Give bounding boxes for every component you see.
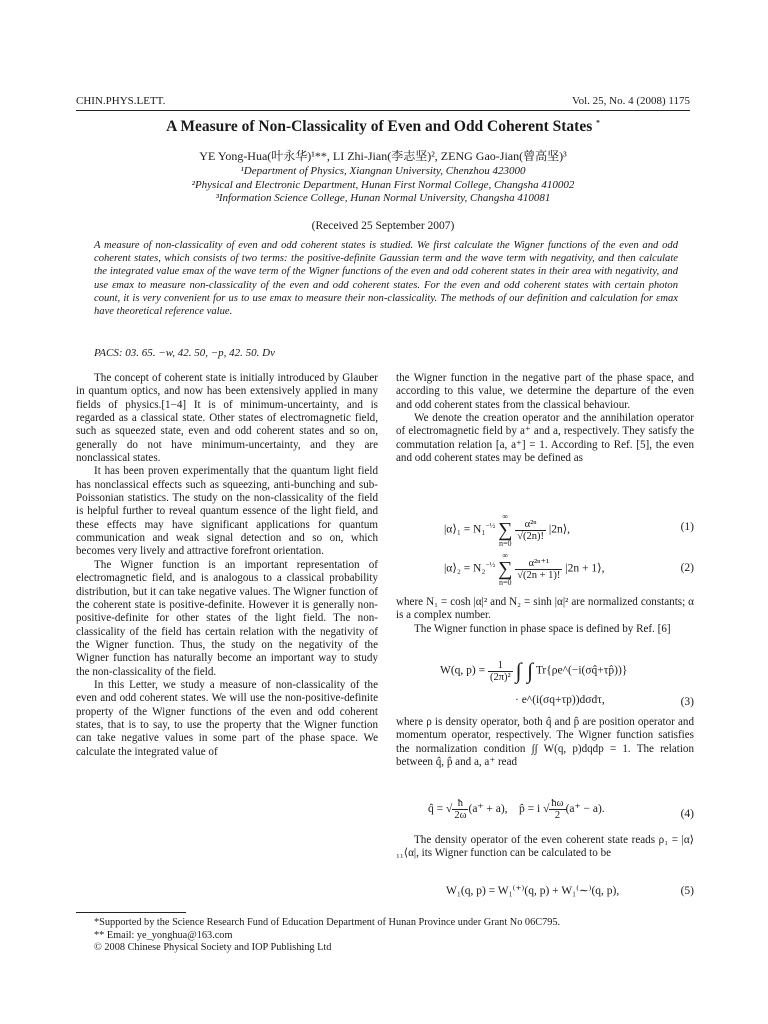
eq1-exponent: −½ [485,520,496,530]
eq1-tail: |2n⟩, [548,523,571,536]
eq2-exponent: −½ [485,559,496,569]
eq4-q-tail: (a⁺ + a), [468,803,508,816]
left-column [76,372,378,759]
right-paragraph-6: The density operator of the even coherent state reads ρ₁ = |α⟩₁₁⟨α|, its Wigner function can be calculated to be [396,834,694,860]
eq4-q-fraction [452,798,468,821]
eq1-fraction [515,519,546,542]
right-block-1 [396,372,694,465]
equation-2 [444,551,604,587]
eq2-numerator: α²ⁿ⁺¹ [515,557,562,570]
left-paragraph-2: It has been proven experimentally that the quantum light field has nonclassical effects such as squeezing, anti-bunching and sub-Poissonian statistics. The study on the non-classicality of the field is helpful further to reveal quantum essence of the light field, and these effects may have significant applications for quantum communication and weak signal detection and so on, which becomes very lively and attractive forefront orientation. [76,465,378,558]
eq4-q-denominator: 2ω [454,810,467,821]
equation-4-number: (4) [680,808,694,820]
eq2-fraction [515,557,562,581]
right-paragraph-2: We denote the creation operator and the annihilation operator of electromagnetic field by a⁺ and a, respectively. They satisfy the commutation relation [a, a⁺] = 1. According to Ref. [5], the even and odd coherent states may be defined as [396,412,694,465]
equation-4 [428,798,605,821]
journal-name: CHIN.PHYS.LETT. [76,95,166,107]
eq4-p-tail: (a⁺ − a). [565,803,605,816]
sigma-symbol: ∑ [498,519,513,541]
footnote-email: ** Email: ye_yonghua@163.com [94,929,233,941]
right-block-3 [396,716,694,769]
abstract: A measure of non-classicality of even and odd coherent states is studied. We first calculate the Wigner functions of the even and odd coherent states, which consists of two terms: the positive-definite Gaussian term and the wave term with negativity, and then calculate the integrated value εmax of the wave term of the Wigner functions of the even and odd coherent states in their area with negativity, and use εmax to measure non-classicality of the even and odd coherent states. For the even and odd coherent states with certain photon count, it is very convenient for us to use εmax to measure their non-classicality. The methods of our definition and calculation for εmax have theoretical reference value. [94,240,678,318]
footnote-funding: *Supported by the Science Research Fund of Education Department of Hunan Province under Grant No 06C795. [94,917,561,928]
right-paragraph-5: where ρ is density operator, both q̂ and p̂ are position operator and momentum operator, respectively. The Wigner function satisfies the normalization condition ∫∫ W(q, p)dqdp = 1. The relation between q̂, p̂ and a, a⁺ read [396,716,694,769]
equation-5: W₁(q, p) = W₁⁽⁺⁾(q, p) + W₁⁽∼⁾(q, p), [446,885,620,897]
eq4-p-denominator: 2 [554,810,561,821]
left-paragraph-4: In this Letter, we study a measure of non-classicality of the even and odd coherent states. We will use the non-positive-definite property of the Wigner functions of the even and odd coherent states, that is to say, to use the property that the Wigner function can take negative values in some part of the phase space. We calculate the integrated value of [76,678,378,758]
right-paragraph-1: the Wigner function in the negative part of the phase space, and according to this value, we determine the departure of the even and odd coherent states from the classical behaviour. [396,372,694,411]
equation-3 [440,658,627,684]
equation-5-number: (5) [680,885,694,897]
right-block-2 [396,596,694,636]
affiliations [76,165,690,206]
double-integral-symbol: ∫ ∫ [515,658,534,683]
equation-1-number: (1) [680,521,694,533]
equation-1 [444,512,570,548]
eq3-tail: Tr{ρe^(−i(σq̂+τp̂))} [535,664,628,677]
eq4-p-fraction [549,798,565,821]
affiliation-3: ³Information Science College, Hunan Normal University, Changsha 410081 [215,192,551,204]
eq1-sum-top: ∞ [502,512,509,521]
sqrt-symbol: √ [543,803,550,816]
eq2-sum [498,551,512,587]
equation-2-number: (2) [680,562,694,574]
right-paragraph-4: The Wigner function in phase space is defined by Ref. [6] [414,622,671,635]
eq4-p-lhs: p̂ = i [519,803,541,816]
eq3-second-line: · e^(i(σq+τp))dσdτ, [515,694,605,706]
eq1-denominator: √(2n)! [517,530,545,542]
pacs-codes: PACS: 03. 65. −w, 42. 50, −p, 42. 50. Dv [94,347,275,359]
footnote-rule [76,912,186,913]
eq3-numerator: 1 [488,660,513,672]
paper-title-text: A Measure of Non-Classicality of Even and Odd Coherent States [166,118,597,136]
eq4-q-numerator: ħ [452,798,468,810]
sigma-symbol: ∑ [498,558,513,580]
header-rule [76,110,690,111]
received-date: (Received 25 September 2007) [311,220,455,232]
paper-title [76,118,690,136]
eq3-denominator: (2π)² [490,671,511,683]
right-block-4 [396,834,694,861]
sqrt-symbol: √ [446,803,453,816]
equation-3-number: (3) [680,696,694,708]
right-paragraph-3: where N₁ = cosh |α|² and N₂ = sinh |α|² are normalized constants; α is a complex number. [396,596,694,622]
eq2-sum-bottom: n=0 [498,578,512,587]
eq4-q-lhs: q̂ = [428,803,444,816]
left-paragraph-1: The concept of coherent state is initially introduced by Glauber in quantum optics, and now has been extensively applied in many fields of physics.[1−4] It is of minimum-uncertainty, and is regarded as a classical state. Other states of electromagnetic field, such as squeezed state, even and odd coherent states and so on, generally do not have minimum-uncertainty, and they are nonclassical states. [76,372,378,465]
title-footnote-mark: * [596,118,600,127]
affiliation-2: ²Physical and Electronic Department, Hunan First Normal College, Changsha 410002 [191,178,575,191]
footnote-copyright: © 2008 Chinese Physical Society and IOP Publishing Ltd [94,942,332,953]
authors: YE Yong-Hua(叶永华)¹**, LI Zhi-Jian(李志坚)², ZENG Gao-Jian(曾高坚)³ [199,149,567,163]
footnotes [94,917,560,955]
eq2-tail: |2n + 1⟩, [565,562,605,575]
eq1-sum [498,512,512,548]
eq4-p-numerator: ħω [551,798,564,809]
eq2-sum-top: ∞ [502,551,509,560]
eq1-numerator: α²ⁿ [515,519,546,531]
affiliation-1: ¹Department of Physics, Xiangnan University, Chenzhou 423000 [240,165,526,177]
eq3-fraction [488,660,513,683]
eq2-denominator: √(2n + 1)! [517,570,561,581]
left-paragraph-3: The Wigner function is an important representation of electromagnetic field, and is analogous to a classical probability distribution, but it can take negative values. The Wigner function of the coherent state is positive-definite. However it is generally non-positive-definite for other states of the light field. The non-classicality of the field has certain relation with the negativity of the Wigner function. Thus, the study on the negativity of the Wigner function has naturally become an important way to study the non-classicality of the field. [76,558,378,678]
eq1-lhs: |α⟩₁ = N₁ [444,523,486,536]
eq2-lhs: |α⟩₂ = N₂ [444,562,486,575]
eq3-lhs: W(q, p) = [440,664,486,677]
eq1-sum-bottom: n=0 [498,539,512,548]
volume-info: Vol. 25, No. 4 (2008) 1175 [572,95,690,107]
